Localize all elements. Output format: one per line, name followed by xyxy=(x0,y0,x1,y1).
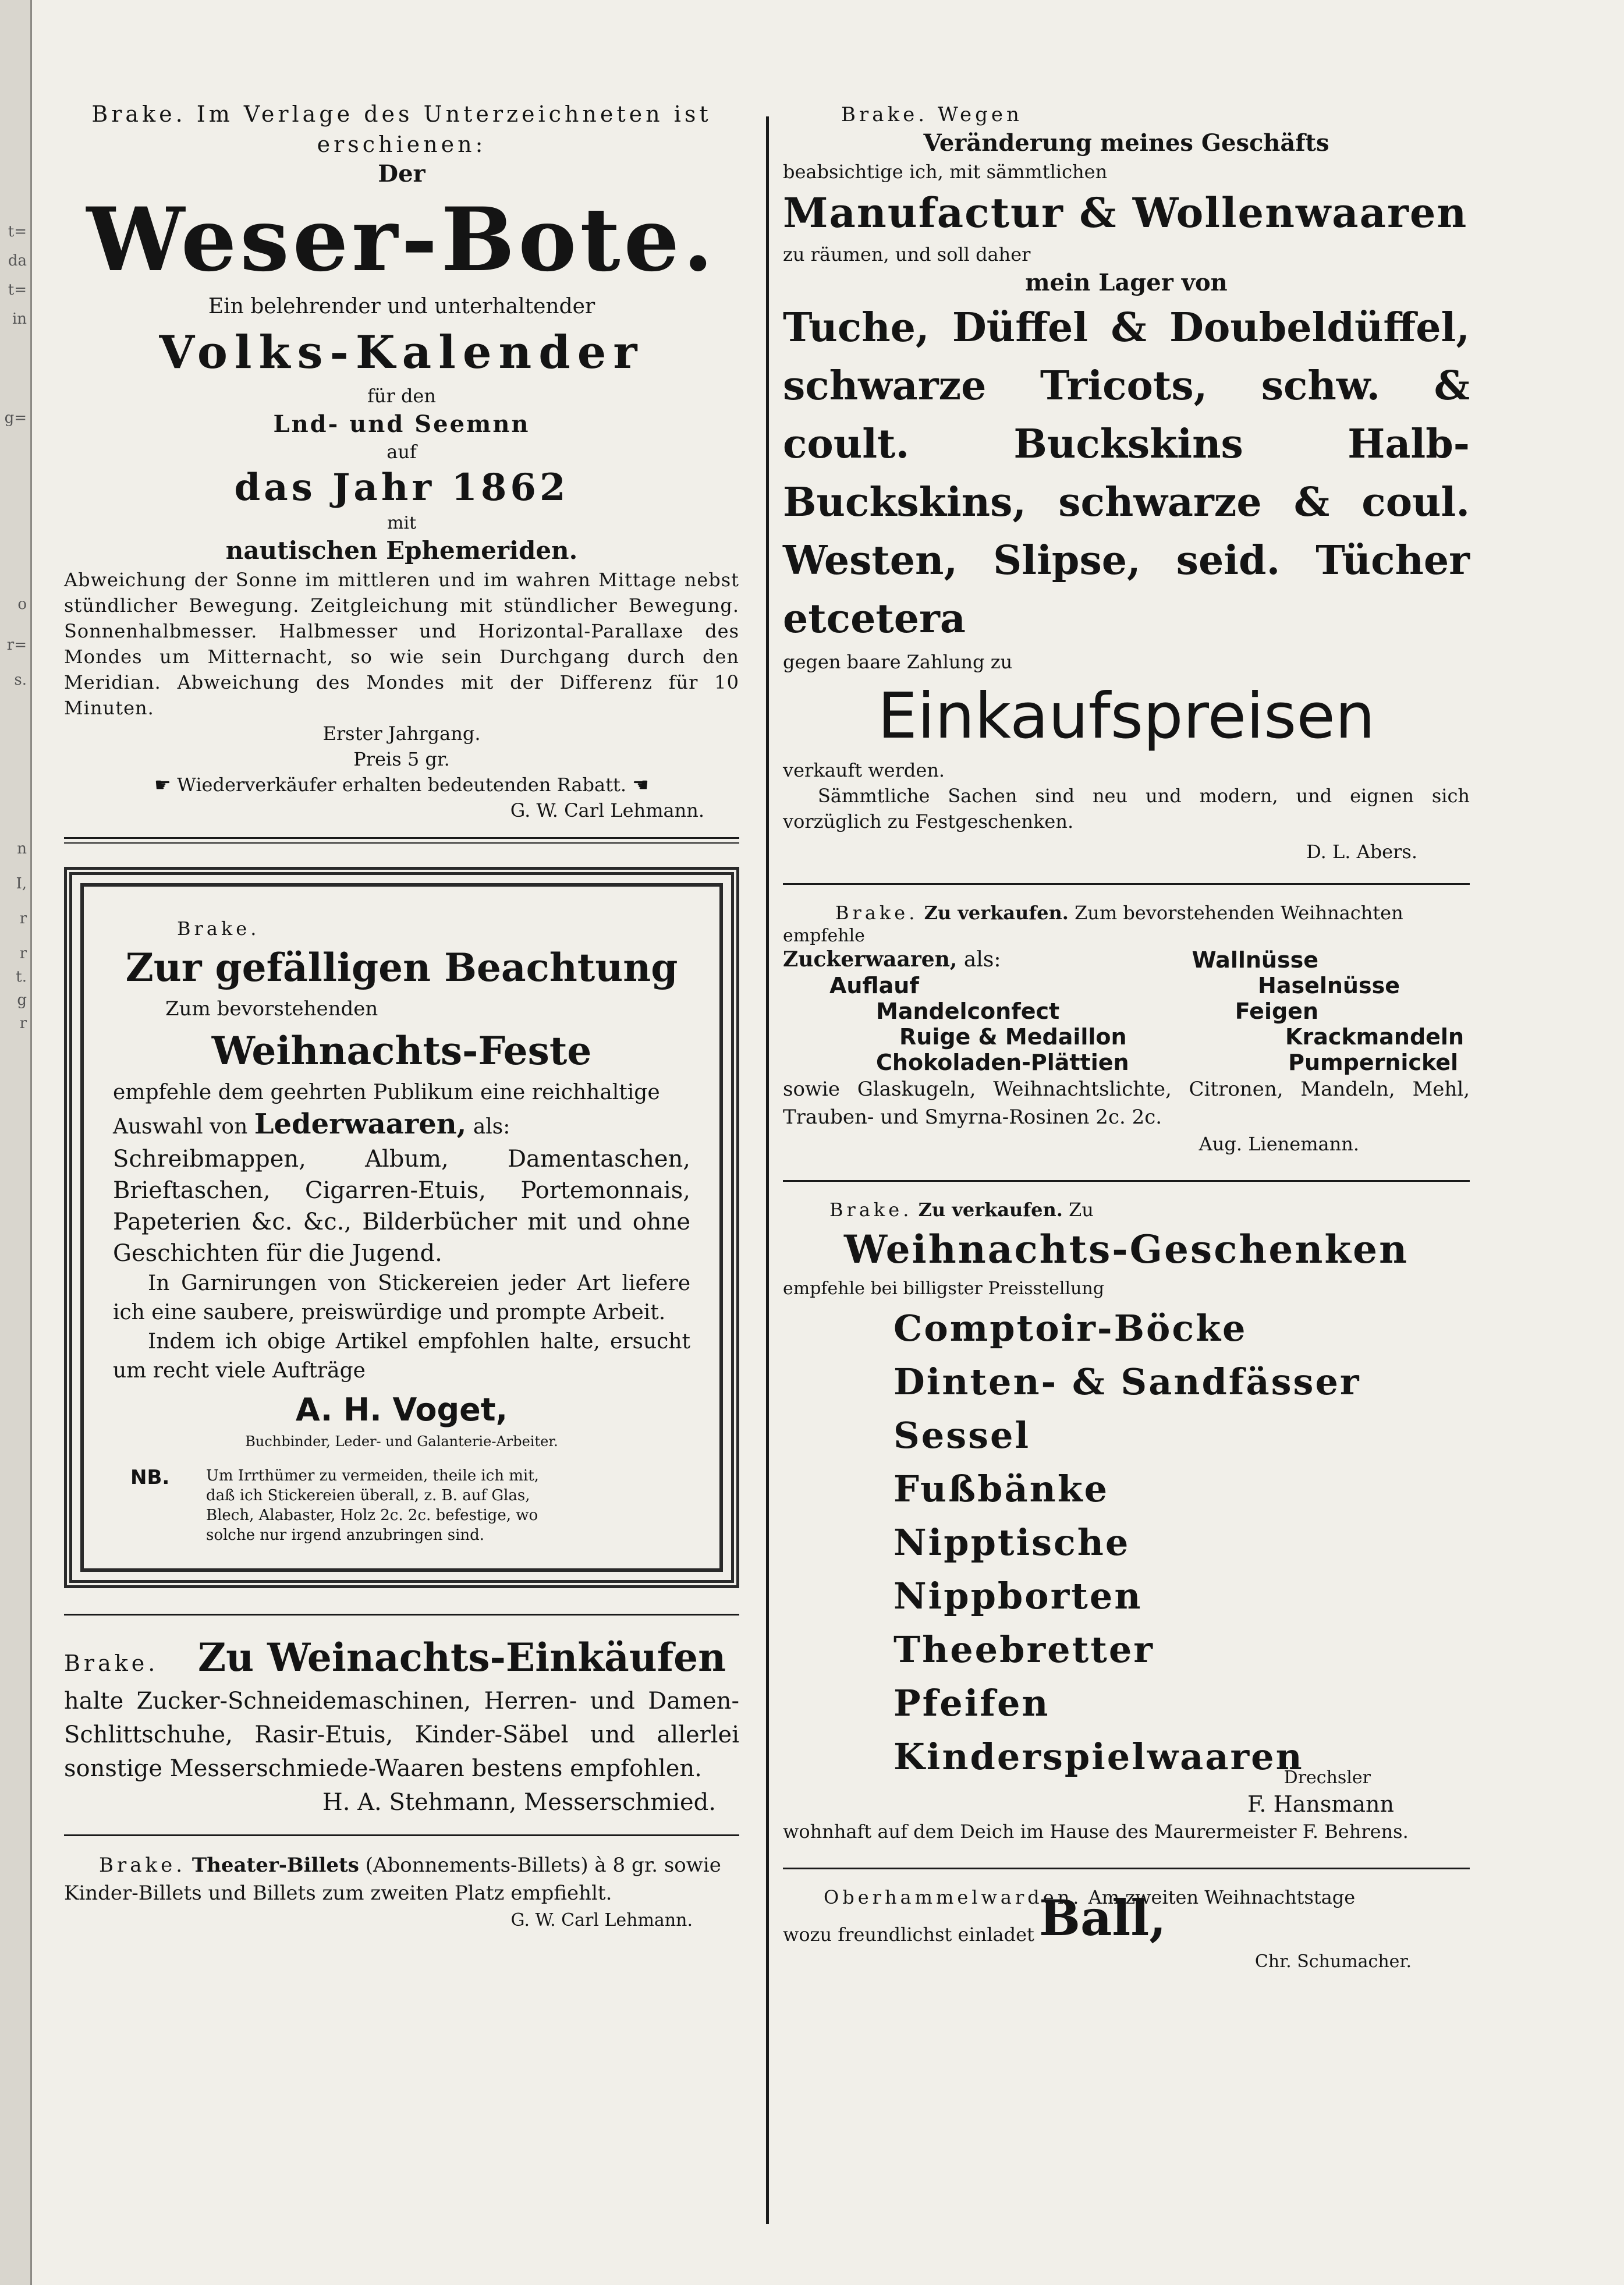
ad-fuer-den: für den xyxy=(367,385,436,407)
ad-body: halte Zucker-Schneidemaschinen, Herren- und Damen-Schlittschuhe, Rasir-Etuis, Kinder-Säbel und allerlei sonstige Messerschmiede-Waaren bestens empfohlen. xyxy=(64,1688,739,1782)
ad-zu: Zu xyxy=(1069,1199,1094,1221)
ad-product-right: Feigen xyxy=(1235,998,1318,1024)
ad-weser-bote xyxy=(64,99,739,823)
ad-signature: G. W. Carl Lehmann. xyxy=(510,799,704,821)
ad-nb-text: Um Irrthümer zu vermeiden, theile ich mit, daß ich Stickereien überall, z. B. auf Glas, Blech, Alabaster, Holz 2c. 2c. befestige, wo solche nur irgend anzubringen sind. xyxy=(206,1467,539,1544)
ad-intro2: Zum bevorstehenden Weihnachten xyxy=(1075,902,1403,924)
ad-separator xyxy=(783,1868,1470,1869)
ad-product-row xyxy=(783,973,1470,998)
ad-signature: D. L. Abers. xyxy=(1306,841,1417,863)
ad-article: Der xyxy=(378,160,425,187)
margin-fragment: I, xyxy=(16,875,27,892)
margin-fragment: g= xyxy=(4,409,27,427)
ad-headline: Weihnachts-Geschenken xyxy=(843,1227,1409,1272)
ad-line1: Veränderung meines Geschäfts xyxy=(923,129,1329,157)
ad-mit: mit xyxy=(387,513,417,533)
ad-product-item: Kinderspielwaaren xyxy=(893,1735,1304,1778)
ad-separator xyxy=(64,1614,739,1616)
ad-zu-verkaufen: Zu verkaufen. xyxy=(924,902,1069,924)
margin-fragment: r xyxy=(19,945,27,962)
ad-product-row xyxy=(783,998,1470,1024)
ad-line3: zu räumen, und soll daher xyxy=(783,243,1031,265)
ad-place: Brake. xyxy=(829,1199,913,1221)
ad-product-item: Comptoir-Böcke xyxy=(893,1307,1247,1349)
ad-fest: Weihnachts-Feste xyxy=(211,1028,592,1074)
ad-product-left: Mandelconfect xyxy=(876,998,1060,1024)
ad-text: Am zweiten Weihnachtstage xyxy=(1088,1886,1356,1908)
ad-body: Abweichung der Sonne im mittleren und im wahren Mittage nebst stündlicher Bewegung. Zeitgleichung mit stündlicher Bewegung. Sonnenhalbmesser. Halbmesser und Horizontal-Parallaxe des Mondes um Mitternacht, so wie sein Durchgang durch den Meridian. Abweichung des Mondes mit der Differenz für 10 Minuten. xyxy=(64,569,739,719)
ad-body: Sämmtliche Sachen sind neu und modern, und eignen sich vorzüglich zu Festgeschenken. xyxy=(783,785,1470,832)
ad-preis: Preis 5 gr. xyxy=(353,748,450,770)
ad-signature: Chr. Schumacher. xyxy=(1254,1951,1412,1972)
ad-place: Brake. xyxy=(835,902,919,924)
ad-separator xyxy=(783,883,1470,885)
ad-signature: G. W. Carl Lehmann. xyxy=(510,1910,693,1930)
ad-goods: Tuche, Düffel & Doubeldüffel, schwarze Tricots, schw. & coult. Buckskins Halb-Buckskins, schwarze & coul. Westen, Slipse, seid. Tücher etcetera xyxy=(783,304,1470,642)
ad-signature: H. A. Stehmann, Messerschmied. xyxy=(322,1789,716,1816)
ad-kalender: Volks-Kalender xyxy=(159,326,644,379)
ad-lienemann xyxy=(783,900,1470,1157)
margin-fragment: t. xyxy=(16,968,27,986)
ad-zucker: Zuckerwaaren, xyxy=(783,947,958,972)
ad-separator xyxy=(783,1180,1470,1182)
margin-fragment: s. xyxy=(14,671,27,689)
ad-abers xyxy=(783,102,1470,869)
ad-product-item: Pfeifen xyxy=(893,1682,1050,1724)
margin-fragment: t= xyxy=(8,281,27,299)
ad-rabatt-line xyxy=(64,772,739,798)
ad-jahr: das Jahr 1862 xyxy=(234,466,569,509)
ad-ephemeriden: nautischen Ephemeriden. xyxy=(225,536,578,565)
ad-zu-verkaufen: Zu verkaufen. xyxy=(918,1199,1063,1221)
ad-product-row xyxy=(783,1050,1470,1075)
ad-intro: Brake. Wegen xyxy=(841,103,1023,126)
ad-voget-frame xyxy=(64,867,739,1588)
ad-theater-line xyxy=(64,1851,739,1907)
ad-product-left: Auflauf xyxy=(829,973,919,998)
margin-fragment: r= xyxy=(6,636,27,654)
ad-line1: empfehle dem geehrten Publikum eine reichhaltige xyxy=(113,1080,660,1104)
ad-hansmann xyxy=(783,1197,1470,1844)
ad-jahrgang: Erster Jahrgang. xyxy=(322,722,481,745)
ad-separator xyxy=(64,1834,739,1836)
ad-line2: beabsichtige ich, mit sämmtlichen xyxy=(783,161,1108,183)
ad-headline: Manufactur & Wollenwaaren xyxy=(783,189,1468,237)
pointing-hand-icon: ☛ xyxy=(154,774,171,796)
ad-garnierung: In Garnirungen von Stickereien jeder Art liefere ich eine saubere, preiswürdige und prompte Arbeit. xyxy=(113,1271,690,1324)
ad-product-right: Krackmandeln xyxy=(1285,1024,1464,1050)
ad-zum: Zum bevorstehenden xyxy=(165,997,378,1021)
ad-auswahl-line xyxy=(113,1108,690,1143)
ad-auswahl: Auswahl von xyxy=(113,1115,248,1139)
ad-place: Brake. xyxy=(177,917,260,940)
margin-fragment: t= xyxy=(8,223,27,240)
ad-product-item: Nippborten xyxy=(893,1575,1143,1617)
ad-product-right: Wallnüsse xyxy=(1192,947,1318,973)
ad-separator xyxy=(64,837,739,844)
ad-place: Oberhammelwarden. xyxy=(824,1886,1083,1908)
ad-product-list xyxy=(783,1302,1470,1784)
ad-nb-label: NB. xyxy=(130,1466,170,1489)
left-column xyxy=(64,99,739,1934)
ad-product-item: Fußbänke xyxy=(893,1468,1109,1510)
ad-product-right: Pumpernickel xyxy=(1288,1050,1458,1075)
ad-nb xyxy=(113,1466,690,1545)
ad-einkauf: Einkaufspreisen xyxy=(877,680,1375,753)
margin-fragment: r xyxy=(19,1015,27,1032)
ad-product-right: Haselnüsse xyxy=(1258,973,1400,998)
margin-fragment: n xyxy=(17,840,27,858)
ad-title: Weser-Bote. xyxy=(86,189,717,291)
ad-empfohlen: Indem ich obige Artikel empfohlen halte, ersucht um recht viele Aufträge xyxy=(113,1330,690,1383)
ad-als: als: xyxy=(963,948,1001,972)
margin-fragment: r xyxy=(19,910,27,927)
ad-product-left: Ruige & Medaillon xyxy=(899,1024,1127,1050)
margin-fragment: g xyxy=(17,991,27,1009)
ad-subtitle: Ein belehrender und unterhaltender xyxy=(208,295,595,318)
ad-lederwaaren: Lederwaaren, xyxy=(254,1108,467,1140)
page-binding xyxy=(0,0,32,2285)
ad-land: Lnd- und Seemnn xyxy=(273,410,530,438)
ad-headline: Zu Weinachts-Einkäufen xyxy=(198,1635,726,1680)
margin-fragment: o xyxy=(17,596,27,613)
ad-intro-line xyxy=(783,1197,1470,1223)
ad-items: Schreibmappen, Album, Damentaschen, Brieftaschen, Cigarren-Etuis, Portemonnais, Papeterien &c. &c., Bilderbücher mit und ohne Geschichten für die Jugend. xyxy=(113,1146,690,1267)
ad-signature: A. H. Voget, xyxy=(295,1391,508,1428)
ad-schumacher xyxy=(783,1884,1470,1976)
ad-address: wohnhaft auf dem Deich im Hause des Maurermeister F. Behrens. xyxy=(783,1820,1409,1843)
ad-verkauft: verkauft werden. xyxy=(783,759,945,781)
ad-product-item: Theebretter xyxy=(893,1628,1154,1671)
pointing-hand-icon: ☚ xyxy=(632,774,649,796)
ad-product-item: Sessel xyxy=(893,1414,1031,1457)
ad-place: Brake. xyxy=(99,1854,186,1877)
ad-als: als: xyxy=(473,1115,510,1139)
ad-role: Drechsler xyxy=(1283,1767,1371,1788)
ad-headline-row xyxy=(64,1631,739,1684)
margin-fragment: da xyxy=(8,252,27,270)
ad-headline: Zur gefälligen Beachtung xyxy=(125,945,678,990)
ad-ball: Ball, xyxy=(1039,1889,1166,1947)
ad-signature: Aug. Lienemann. xyxy=(1199,1133,1359,1155)
ad-product-item: Dinten- & Sandfässer xyxy=(893,1361,1361,1403)
ad-product-row xyxy=(783,1024,1470,1050)
ad-sowie: sowie Glaskugeln, Weihnachtslichte, Citronen, Mandeln, Mehl, Trauben- und Smyrna-Rosinen 2c. 2c. xyxy=(783,1078,1470,1129)
right-column xyxy=(783,102,1470,1976)
ad-intro: Brake. Im Verlage des Unterzeichneten ist erschienen: xyxy=(91,101,712,157)
ad-place: Brake. xyxy=(64,1650,159,1676)
ad-role: Buchbinder, Leder- und Galanterie-Arbeiter. xyxy=(245,1433,558,1450)
ad-empfehle: empfehle bei billigster Preisstellung xyxy=(783,1278,1104,1299)
ad-line4: gegen baare Zahlung zu xyxy=(783,651,1013,673)
ad-headline: Theater-Billets xyxy=(192,1854,359,1877)
ad-product-left: Chokoladen-Plättien xyxy=(876,1050,1129,1075)
ad-intro-line xyxy=(783,900,1470,926)
ad-product-left xyxy=(783,947,829,973)
ad-text: (Abonnements-Billets) à 8 gr. sowie Kinder-Billets und Billets zum zweiten Platz empfiehlt. xyxy=(64,1854,721,1905)
ad-einladet: wozu freundlichst einladet xyxy=(783,1923,1034,1946)
ad-stehmann xyxy=(64,1631,739,1819)
ad-auf: auf xyxy=(387,441,417,463)
column-divider xyxy=(766,116,769,2224)
ad-rabatt: Wiederverkäufer erhalten bedeutenden Rabatt. xyxy=(176,774,626,796)
ad-signature: F. Hansmann xyxy=(1247,1791,1394,1817)
margin-fragment: in xyxy=(12,310,27,328)
ad-empfehle: empfehle xyxy=(783,926,865,946)
ad-theater xyxy=(64,1851,739,1934)
ad-lager: mein Lager von xyxy=(1025,269,1228,296)
ad-product-item: Nipptische xyxy=(893,1521,1130,1564)
